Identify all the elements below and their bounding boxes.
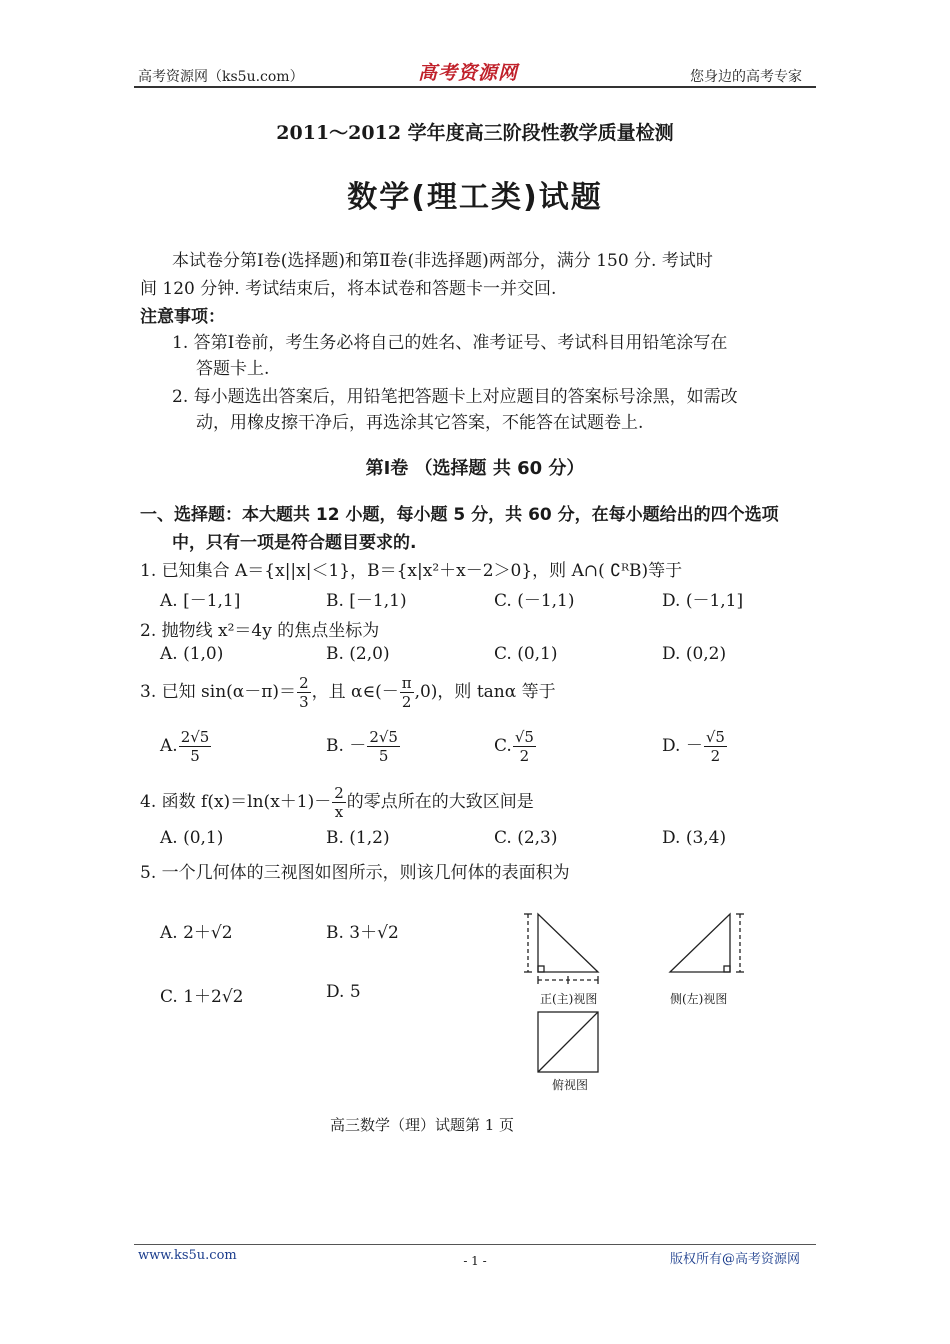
q1-stem: 1. 已知集合 A＝{x||x|＜1}，B＝{x|x²＋x－2＞0}，则 A∩( ∁ᴿB)等于 xyxy=(140,561,683,581)
q3-option-b xyxy=(326,728,401,765)
q4-stem xyxy=(140,784,534,821)
q5-option-b: B. 3＋√2 xyxy=(326,923,399,943)
notice-2-line-2: 动，用橡皮擦干净后，再选涂其它答案，不能答在试题卷上. xyxy=(196,413,644,433)
section-line-1: 一、选择题：本大题共 12 小题，每小题 5 分，共 60 分，在每小题给出的四个选项 xyxy=(140,505,779,525)
side-view xyxy=(670,914,744,972)
q3-fraction-1 xyxy=(297,674,311,711)
q4-f-num: 2 xyxy=(334,784,344,802)
q1-option-b: B. [－1,1) xyxy=(326,591,407,611)
page-number: - 1 - xyxy=(463,1254,487,1268)
q5-option-c: C. 1＋2√2 xyxy=(160,987,244,1007)
q3-c-prefix: C. xyxy=(494,736,512,756)
top-view-diagonal xyxy=(538,1012,598,1072)
q1-option-c: C. (－1,1) xyxy=(494,591,575,611)
q3-f2-num: π xyxy=(401,674,412,692)
q2-option-d: D. (0,2) xyxy=(662,644,727,664)
q2-stem: 2. 抛物线 x²＝4y 的焦点坐标为 xyxy=(140,621,380,641)
front-view-caption: 正(主)视图 xyxy=(540,992,598,1006)
q3-d-den: 2 xyxy=(710,747,721,765)
top-view xyxy=(538,1012,598,1072)
front-right-angle-mark xyxy=(538,966,544,972)
q3-stem xyxy=(140,674,556,711)
exam-title: 数学(理工类)试题 xyxy=(347,180,603,215)
side-right-angle-mark xyxy=(724,966,730,972)
q4-stem-post: 的零点所在的大致区间是 xyxy=(346,792,534,812)
page-label: 高三数学（理）试题第 1 页 xyxy=(329,1116,515,1134)
q3-option-c xyxy=(494,728,537,765)
q5-option-d: D. 5 xyxy=(326,982,361,1002)
notice-1-line-2: 答题卡上. xyxy=(196,359,270,379)
side-view-caption: 侧(左)视图 xyxy=(670,992,728,1006)
q3-stem-pre: 3. 已知 sin(α－π)＝ xyxy=(140,682,297,702)
q4-option-a: A. (0,1) xyxy=(160,828,224,848)
q3-b-den: 5 xyxy=(378,747,389,765)
q5-option-a: A. 2＋√2 xyxy=(160,923,233,943)
q2-option-b: B. (2,0) xyxy=(326,644,390,664)
notice-2-line-1: 2. 每小题选出答案后，用铅笔把答题卡上对应题目的答案标号涂黑，如需改 xyxy=(172,387,738,407)
q3-f2-den: 2 xyxy=(401,693,412,711)
q4-fraction xyxy=(332,784,346,821)
q3-option-a xyxy=(160,728,212,765)
q3-b-num: 2√5 xyxy=(369,728,398,746)
header-right: 您身边的高考专家 xyxy=(690,69,802,85)
q4-f-den: x xyxy=(334,803,344,821)
q3-f1-den: 3 xyxy=(299,693,309,711)
notice-label: 注意事项： xyxy=(140,307,225,327)
q4-stem-pre: 4. 函数 f(x)＝ln(x＋1)－ xyxy=(140,792,332,812)
header-rule xyxy=(134,86,816,88)
footer-rule xyxy=(134,1244,816,1245)
q3-d-prefix: D. － xyxy=(662,736,703,756)
q3-a-num: 2√5 xyxy=(180,728,210,746)
q3-a-prefix: A. xyxy=(160,736,178,756)
q4-option-c: C. (2,3) xyxy=(494,828,558,848)
q3-a-den: 5 xyxy=(190,747,200,765)
intro-line-2: 间 120 分钟. 考试结束后，将本试卷和答题卡一并交回. xyxy=(140,279,557,299)
q5-stem: 5. 一个几何体的三视图如图所示，则该几何体的表面积为 xyxy=(140,863,570,883)
q3-b-fraction xyxy=(367,728,400,765)
q3-d-num: √5 xyxy=(705,728,725,746)
q3-stem-post: ,0)，则 tanα 等于 xyxy=(414,682,556,702)
q2-option-a: A. (1,0) xyxy=(160,644,224,664)
q1-option-a: A. [－1,1] xyxy=(160,591,241,611)
footer-copyright: 版权所有@高考资源网 xyxy=(670,1252,801,1267)
q3-c-num: √5 xyxy=(514,728,534,746)
section-line-2: 中，只有一项是符合题目要求的. xyxy=(172,533,417,553)
volume-title: 第Ⅰ卷 （选择题 共 60 分） xyxy=(365,458,585,479)
exam-subtitle: 2011～2012 学年度高三阶段性教学质量检测 xyxy=(276,122,674,144)
q3-b-prefix: B. － xyxy=(326,736,367,756)
q4-option-b: B. (1,2) xyxy=(326,828,390,848)
site-logo: 高考资源网 xyxy=(418,62,519,84)
intro-line-1: 本试卷分第Ⅰ卷(选择题)和第Ⅱ卷(非选择题)两部分，满分 150 分. 考试时 xyxy=(172,251,713,271)
q3-c-den: 2 xyxy=(519,747,530,765)
q3-option-d xyxy=(662,728,728,765)
q3-stem-mid: ，且 α∈(－ xyxy=(311,682,399,702)
footer-link[interactable]: www.ks5u.com xyxy=(138,1248,237,1263)
front-view xyxy=(524,914,598,984)
q3-d-fraction xyxy=(704,728,727,765)
q3-a-fraction xyxy=(179,728,212,765)
header-left: 高考资源网（ks5u.com） xyxy=(138,69,304,85)
notice-1-line-1: 1. 答第Ⅰ卷前，考生务必将自己的姓名、准考证号、考试科目用铅笔涂写在 xyxy=(172,333,728,353)
q3-fraction-2 xyxy=(400,674,414,711)
top-view-caption: 俯视图 xyxy=(552,1078,589,1092)
q3-f1-num: 2 xyxy=(299,674,309,692)
q2-option-c: C. (0,1) xyxy=(494,644,558,664)
q1-option-d: D. (－1,1] xyxy=(662,591,744,611)
q4-option-d: D. (3,4) xyxy=(662,828,727,848)
q3-c-fraction xyxy=(513,728,536,765)
